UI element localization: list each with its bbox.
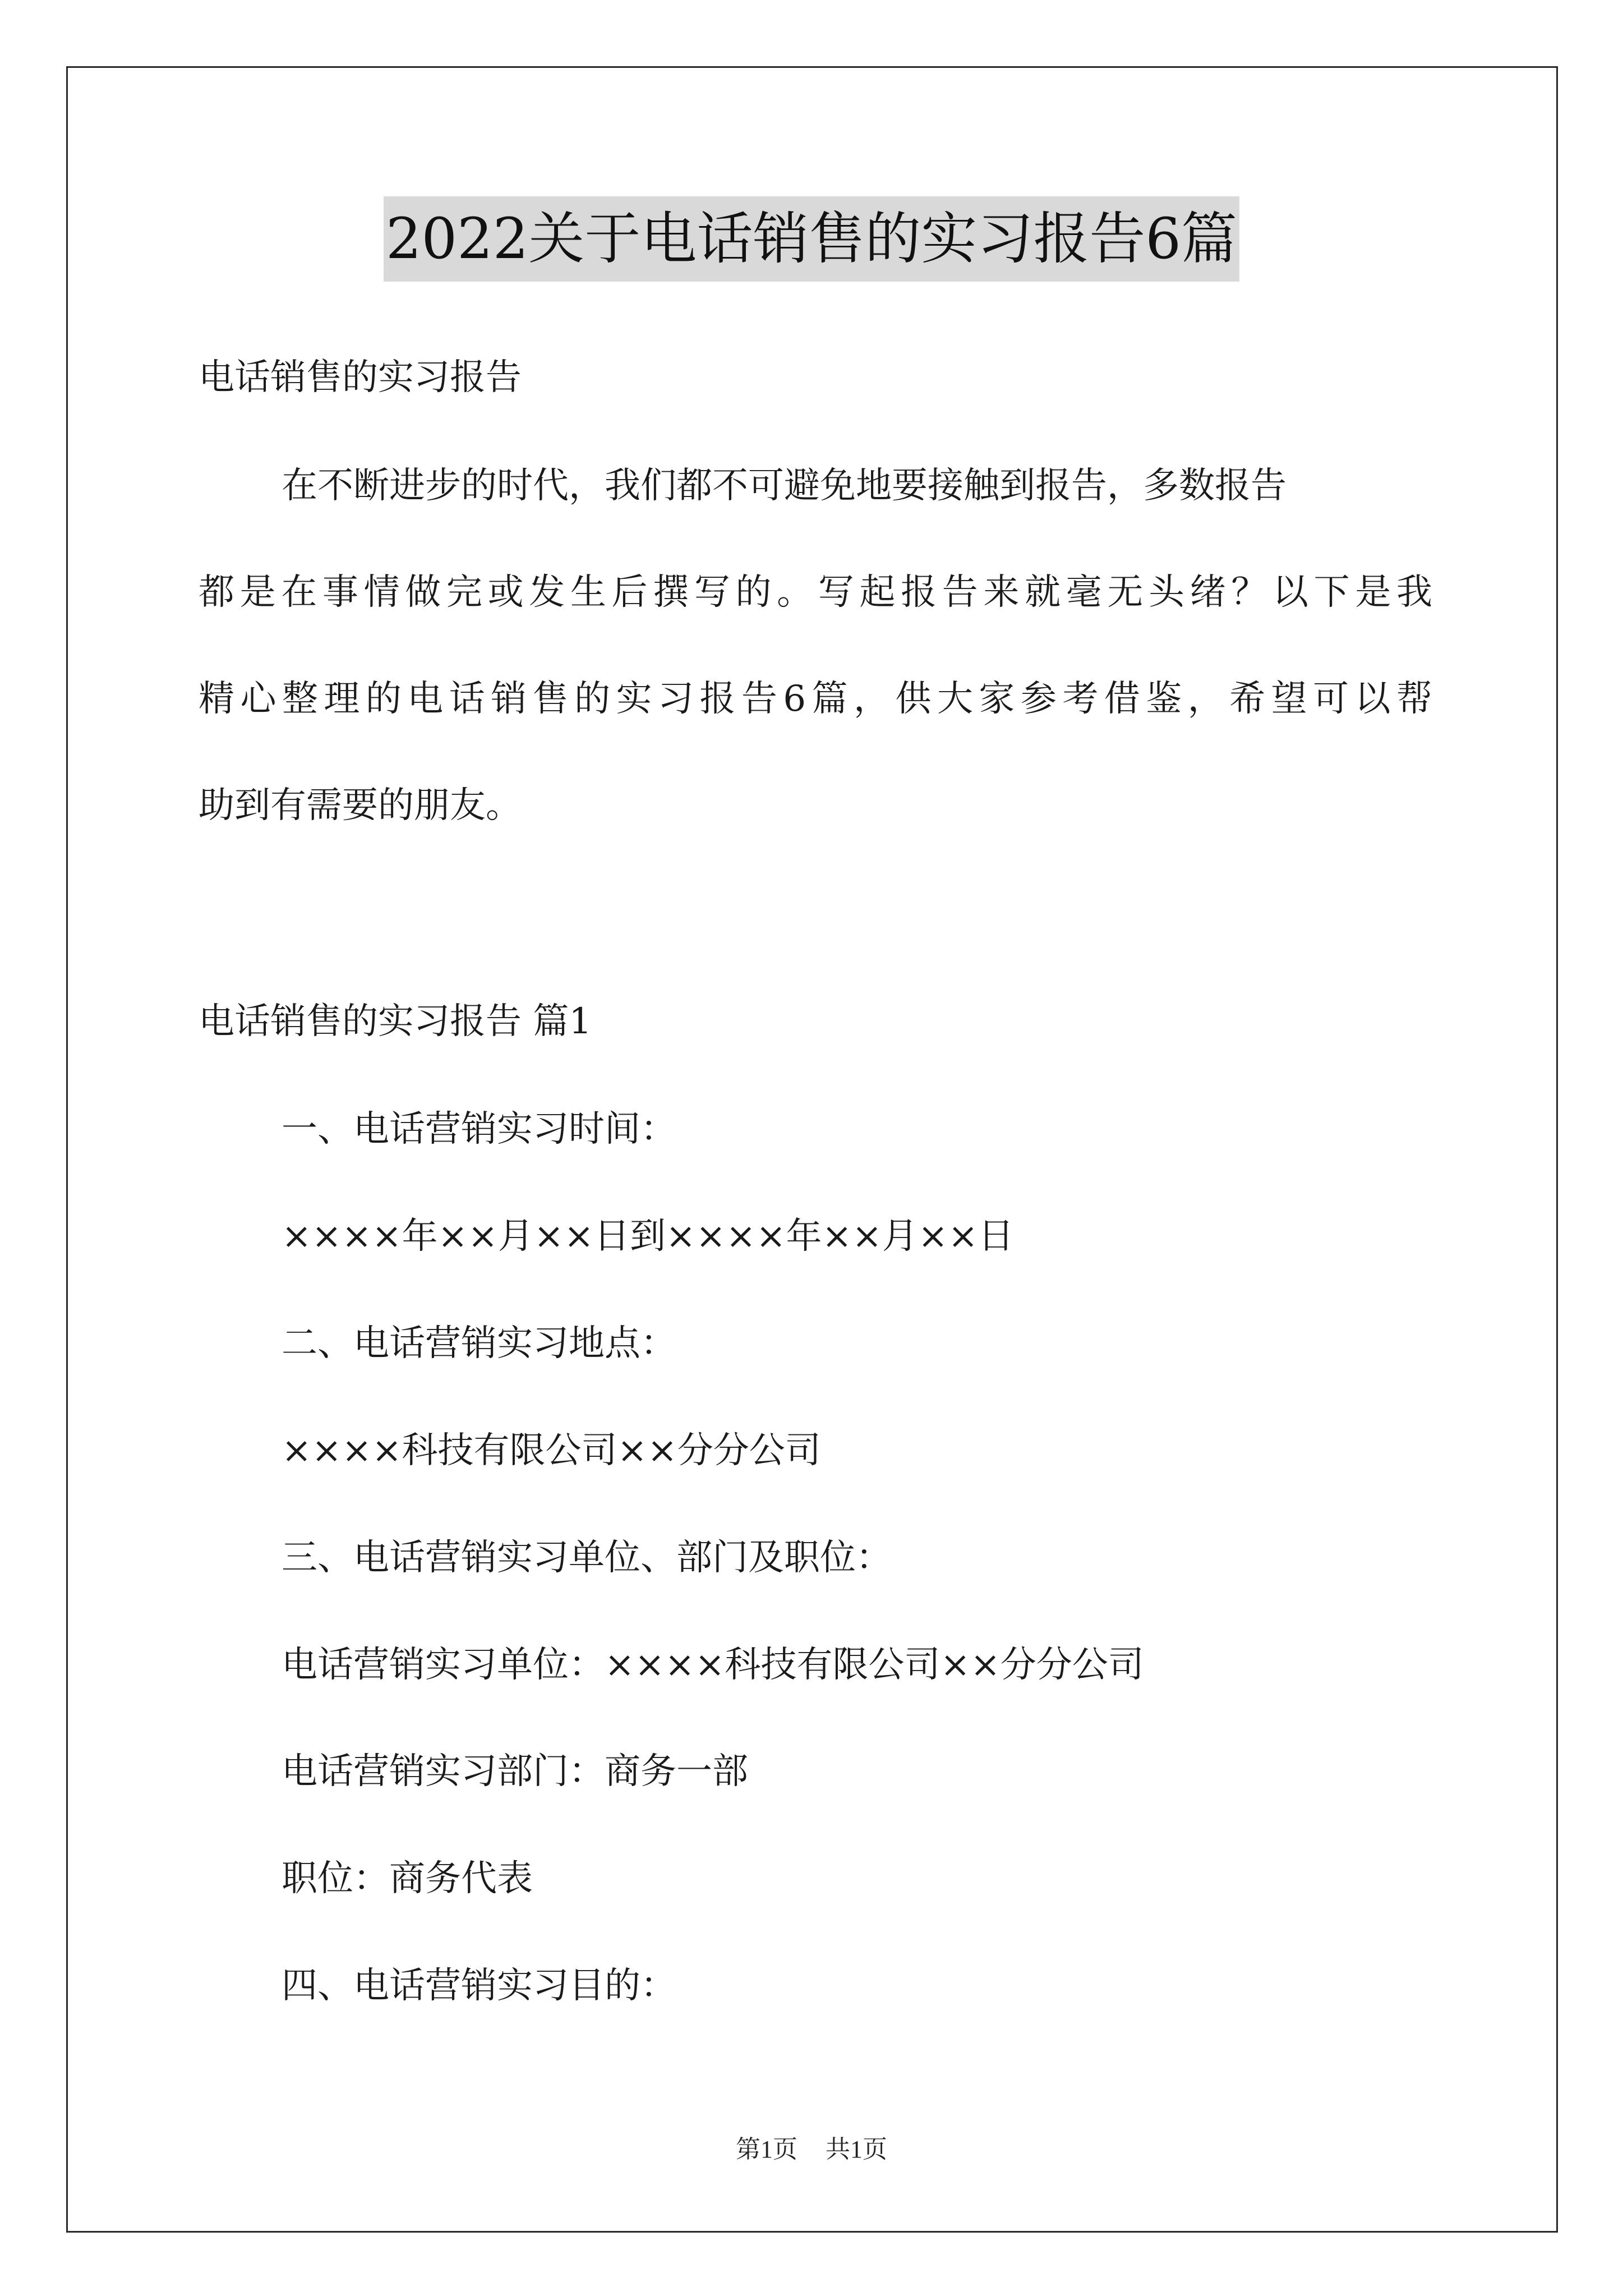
body-line-5: 三、电话营销实习单位、部门及职位： — [282, 1537, 892, 1579]
intro-line-3: 精心整理的电话销售的实习报告6篇，供大家参考借鉴，希望可以帮 — [199, 678, 1432, 720]
body-line-4: ××××科技有限公司××分分公司 — [282, 1430, 821, 1471]
title-container — [0, 196, 1623, 282]
section-heading: 电话销售的实习报告 篇1 — [199, 1001, 592, 1042]
page-footer — [0, 2133, 1623, 2166]
body-line-6: 电话营销实习单位：××××科技有限公司××分分公司 — [282, 1644, 1144, 1686]
body-line-1: 一、电话营销实习时间： — [282, 1108, 676, 1150]
intro-line-1: 在不断进步的时代，我们都不可避免地要接触到报告，多数报告 — [282, 465, 1287, 507]
body-line-3: 二、电话营销实习地点： — [282, 1323, 676, 1364]
body-line-8: 职位：商务代表 — [282, 1858, 533, 1899]
body-line-2: ××××年××月××日到××××年××月××日 — [282, 1216, 1014, 1257]
intro-line-4: 助到有需要的朋友。 — [199, 785, 522, 826]
document-title: 2022关于电话销售的实习报告6篇 — [384, 196, 1239, 282]
intro-line-2: 都是在事情做完或发生后撰写的。写起报告来就毫无头绪？以下是我 — [199, 572, 1432, 613]
body-line-9: 四、电话营销实习目的： — [282, 1965, 676, 2007]
page-number-current: 第1页 — [736, 2136, 797, 2163]
page-number-total: 共1页 — [826, 2136, 887, 2163]
body-line-7: 电话营销实习部门：商务一部 — [282, 1751, 748, 1792]
document-subtitle: 电话销售的实习报告 — [199, 357, 522, 398]
